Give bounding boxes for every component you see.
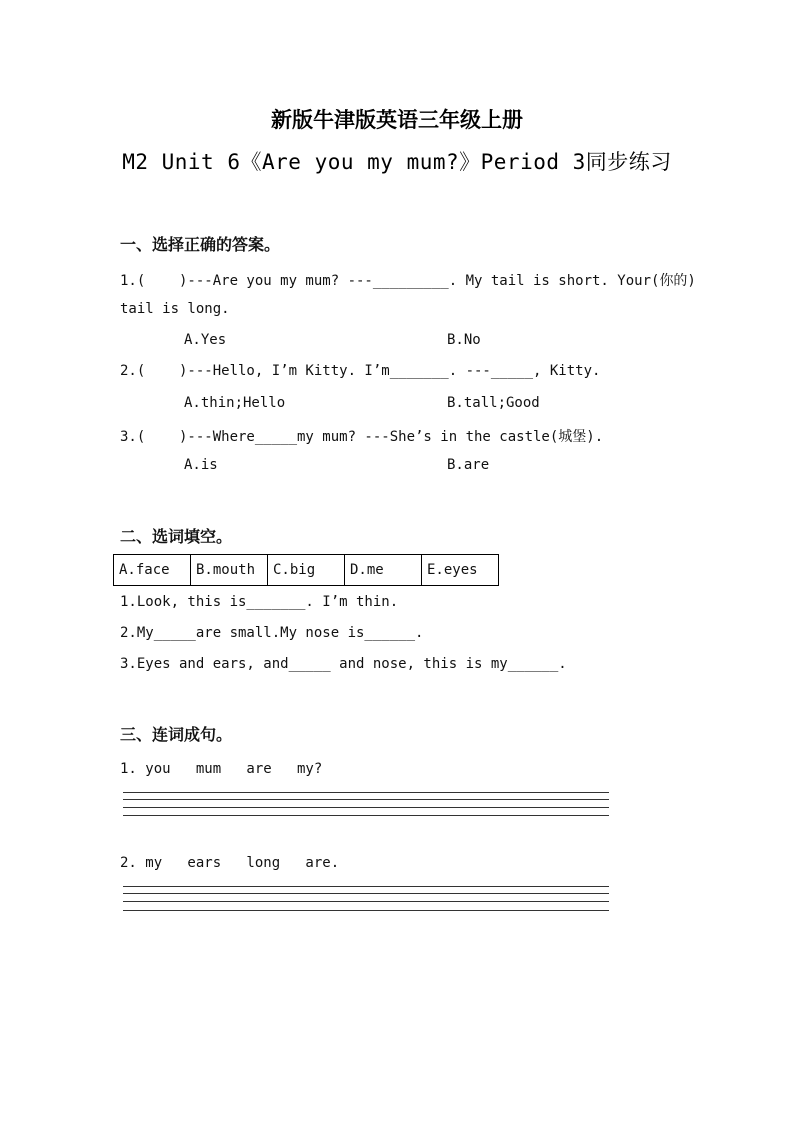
writing-line xyxy=(123,901,609,902)
word-bank-cell: E.eyes xyxy=(422,555,499,586)
writing-line xyxy=(123,910,609,911)
word-bank-cell: D.me xyxy=(345,555,422,586)
writing-line xyxy=(123,799,609,800)
word-bank-cell: C.big xyxy=(268,555,345,586)
word-bank-cell: B.mouth xyxy=(191,555,268,586)
word-bank-cell: A.face xyxy=(114,555,191,586)
question-2-line: 2.( )---Hello, I’m Kitty. I’m_______. ---_____, Kitty. xyxy=(120,363,601,379)
question-2-option-a: A.thin;Hello xyxy=(184,395,286,411)
writing-line xyxy=(123,886,609,887)
question-1-option-a: A.Yes xyxy=(184,332,227,348)
question-3-option-b: B.are xyxy=(447,457,490,473)
question-3-option-a: A.is xyxy=(184,457,218,473)
order-question-1: 1. you mum are my? xyxy=(120,761,323,777)
writing-line xyxy=(123,807,609,808)
section2-heading: 二、选词填空。 xyxy=(120,527,233,546)
writing-line xyxy=(123,893,609,894)
question-1-line-2: tail is long. xyxy=(120,301,230,317)
worksheet-title: 新版牛津版英语三年级上册 xyxy=(271,107,523,132)
worksheet-subtitle: M2 Unit 6《Are you my mum?》Period 3同步练习 xyxy=(122,150,672,174)
question-1-option-b: B.No xyxy=(447,332,481,348)
section1-heading: 一、选择正确的答案。 xyxy=(120,235,281,254)
writing-line xyxy=(123,792,609,793)
question-3-line: 3.( )---Where_____my mum? ---She’s in the castle(城堡). xyxy=(120,429,604,445)
fill-question-3: 3.Eyes and ears, and_____ and nose, this is my______. xyxy=(120,656,567,672)
order-question-2: 2. my ears long are. xyxy=(120,855,340,871)
section3-heading: 三、连词成句。 xyxy=(120,725,233,744)
fill-question-2: 2.My_____are small.My nose is______. xyxy=(120,625,424,641)
question-1-line-1: 1.( )---Are you my mum? ---_________. My tail is short. Your(你的) xyxy=(120,273,696,289)
writing-line xyxy=(123,815,609,816)
fill-question-1: 1.Look, this is_______. I’m thin. xyxy=(120,594,399,610)
word-bank-row xyxy=(114,555,499,586)
question-2-option-b: B.tall;Good xyxy=(447,395,540,411)
word-bank-table xyxy=(113,554,499,586)
